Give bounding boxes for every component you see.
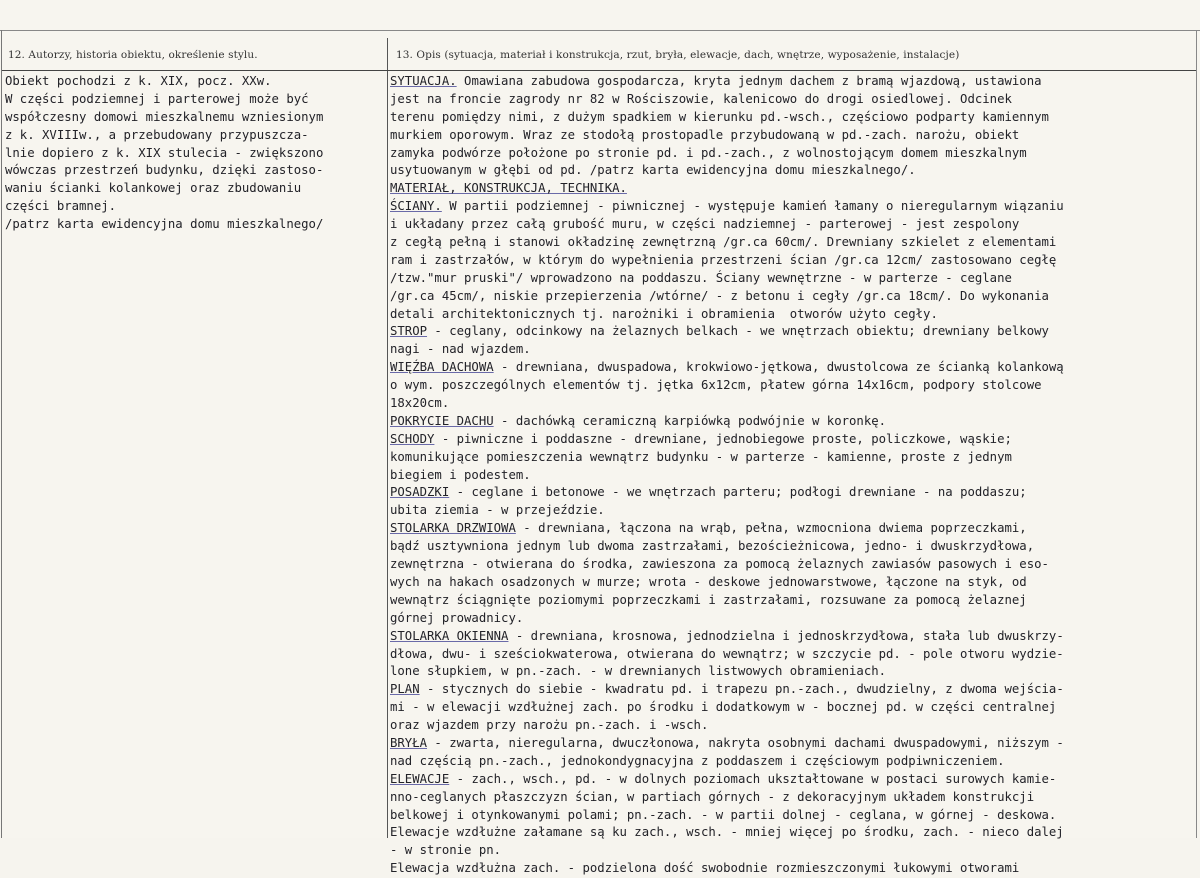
description-line-text: - drewniana, łączona na wrąb, pełna, wzmocniona dwiema poprzeczkami, — [515, 521, 1027, 536]
description-line-text: - w stronie pn. — [390, 843, 502, 858]
description-line-text: Omawiana zabudowa gospodarcza, kryta jednym dachem z bramą wjazdową, ustawiona — [456, 74, 1042, 88]
description-line-text: detali architektonicznych tj. narożniki i obramienia otworów użyto cegły. — [390, 306, 938, 321]
description-line — [390, 753, 1064, 771]
description-line-text: usytuowanym w głębi od pd. /patrz karta ewidencyjna domu mieszkalnego/. — [390, 163, 916, 178]
description-line — [390, 395, 1064, 413]
description-line-text: bądź usztywniona jednym lub dwoma zastrzałami, bezościeżnicowa, jedno- i dwuskrzydłowa, — [390, 539, 1035, 554]
history-line: lnie dopiero z k. XIX stulecia - zwiększono — [5, 145, 324, 160]
header-rule — [2, 70, 1196, 71]
card-top-border — [0, 30, 1200, 31]
description-line-text: nad częścią pn.-zach., jednokondygnacyjna z poddaszem i częściowym podpiwniczeniem. — [390, 753, 1005, 768]
description-line-text: murkiem oporowym. Wraz ze stodołą prostopadle przybudowaną w pd.-zach. narożu, obiekt — [390, 127, 1020, 142]
description-line — [390, 377, 1064, 395]
description-line — [390, 771, 1064, 789]
description-line-text: terenu pomiędzy nimi, z dużym spadkiem w kierunku pd.-wsch., częściowo podparty kamiennym — [390, 109, 1049, 124]
section-heading: STOLARKA DRZWIOWA — [390, 521, 516, 536]
description-line-text: biegiem i podestem. — [390, 467, 531, 482]
description-line-text: wych na hakach osadzonych w murze; wrota - deskowe jednowarstwowe, łączone na styk, od — [390, 574, 1027, 589]
history-line: Obiekt pochodzi z k. XIX, pocz. XXw. — [5, 74, 272, 88]
description-line-text: /tzw."mur pruski"/ wprowadzono na poddaszu. Ściany wewnętrzne - w parterze - ceglane — [390, 270, 1012, 285]
description-line — [390, 592, 1064, 610]
description-line-text: i układany przez całą grubość muru, w części nadziemnej - parterowej - jest zespolony — [390, 217, 1020, 232]
description-line — [390, 216, 1064, 234]
description-line-text: zamyka podwórze położone po stronie pd. i pd.-zach., z wolnostojącym domem mieszkalnym — [390, 145, 1027, 160]
description-line — [390, 431, 1064, 449]
description-line-text: belkowej i otynkowanymi polami; pn.-zach. - w partii dolnej - ceglana, w górnej - deskowa. — [390, 807, 1057, 822]
description-line-text: zewnętrzna - otwierana do środka, zawieszona za pomocą żelaznych zawiasów pasowych i eso- — [390, 557, 1049, 572]
description-line-text: - ceglany, odcinkowy na żelaznych belkach - we wnętrzach obiektu; drewniany belkowy — [427, 324, 1049, 339]
description-line-text: o wym. poszczególnych elementów tj. jętka 6x12cm, płatew górna 14x16cm, podpory stolcowe — [390, 378, 1042, 393]
field-12-label: 12. Autorzy, historia obiektu, określenie stylu. — [8, 49, 258, 61]
section-heading: PLAN — [390, 682, 420, 697]
description-line-text: dłowa, dwu- i sześciokwaterowa, otwierana do wewnątrz; w szczycie pd. - pole otworu wydzie- — [390, 646, 1064, 661]
description-line — [390, 663, 1064, 681]
description-line — [390, 127, 1064, 145]
description-line — [390, 610, 1064, 628]
section-heading: POKRYCIE DACHU — [390, 413, 494, 428]
section-heading: ELEWACJE — [390, 771, 450, 786]
description-line-text: - drewniana, dwuspadowa, krokwiowo-jętkowa, dwustolcowa ze ścianką kolankową — [493, 360, 1064, 375]
description-line-text: Elewacje wzdłużne załamane są ku zach., wsch. - mniej więcej po środku, zach. - nieco dalej — [390, 825, 1064, 840]
description-line — [390, 109, 1064, 127]
description-line — [390, 323, 1064, 341]
description-line-text: - drewniana, krosnowa, jednodzielna i jednoskrzydłowa, stała lub dwuskrzy- — [508, 628, 1064, 643]
description-line — [390, 860, 1064, 878]
history-text — [5, 73, 323, 234]
description-line-text: - stycznych do siebie - kwadratu pd. i trapezu pn.-zach., dwudzielny, z dwoma wejścia- — [419, 682, 1064, 697]
description-line-text: - zwarta, nieregularna, dwuczłonowa, nakryta osobnymi dachami dwuspadowymi, niższym - — [427, 735, 1064, 750]
description-line — [390, 484, 1064, 502]
description-line-text: mi - w elewacji wzdłużnej zach. po środku i dodatkowym w - bocznej pd. w części centralnej — [390, 700, 1057, 715]
description-line — [390, 556, 1064, 574]
description-line — [390, 162, 1064, 180]
description-line — [390, 735, 1064, 753]
description-line — [390, 520, 1064, 538]
description-line — [390, 574, 1064, 592]
description-line-text: - dachówką ceramiczną karpiówką podwójnie w koronkę. — [493, 413, 887, 428]
card-right-border — [1196, 30, 1197, 838]
description-line-text: oraz wjazdem przy narożu pn.-zach. i -wsch. — [390, 718, 709, 733]
section-heading: BRYŁA — [390, 735, 428, 750]
description-line-text: jest na froncie zagrody nr 82 w Rościszowie, kalenicowo do drogi osiedlowej. Odcinek — [390, 91, 1012, 106]
history-line: części bramnej. — [5, 199, 117, 214]
description-line-text: /gr.ca 45cm/, niskie przepierzenia /wtórne/ - z betonu i cegły /gr.ca 18cm/. Do wykonania — [390, 288, 1049, 303]
description-line — [390, 681, 1064, 699]
description-line-text: - zach., wsch., pd. - w dolnych poziomach ukształtowane w postaci surowych kamie- — [449, 771, 1057, 786]
description-line-text: górnej prowadnicy. — [390, 610, 524, 625]
description-line-text: nno-ceglanych płaszczyzn ścian, w partiach górnych - z dekoracyjnym układem konstrukcji — [390, 789, 1035, 804]
description-text — [390, 73, 1064, 878]
description-line — [390, 699, 1064, 717]
description-line — [390, 502, 1064, 520]
field-13-label: 13. Opis (sytuacja, materiał i konstrukcja, rzut, bryła, elewacje, dach, wnętrze, wyposażenie, instalacje) — [396, 49, 960, 61]
description-line — [390, 91, 1064, 109]
description-line-text: 18x20cm. — [390, 396, 450, 411]
description-line — [390, 717, 1064, 735]
description-line-text: z cegłą pełną i stanowi okładzinę zewnętrzną /gr.ca 60cm/. Drewniany szkielet z elementami — [390, 235, 1057, 250]
history-line: współczesny domowi mieszkalnemu wzniesionym — [5, 109, 324, 124]
description-line — [390, 198, 1064, 216]
description-line — [390, 646, 1064, 664]
description-line — [390, 234, 1064, 252]
description-line-text: - piwniczne i poddaszne - drewniane, jednobiegowe proste, policzkowe, wąskie; — [434, 431, 1012, 446]
description-line — [390, 341, 1064, 359]
section-heading: WIĘŹBA DACHOWA — [390, 360, 494, 375]
description-line — [390, 807, 1064, 825]
history-line: waniu ścianki kolankowej oraz zbudowaniu — [5, 181, 302, 196]
description-line — [390, 789, 1064, 807]
description-line — [390, 288, 1064, 306]
description-line — [390, 467, 1064, 485]
description-line — [390, 73, 1064, 91]
description-line-text: ubita ziemia - w przejeździe. — [390, 503, 605, 518]
description-line — [390, 180, 1064, 198]
section-heading: SYTUACJA. — [390, 74, 457, 88]
description-line-text: - ceglane i betonowe - we wnętrzach parteru; podłogi drewniane - na poddaszu; — [449, 485, 1027, 500]
description-line — [390, 252, 1064, 270]
history-line: z k. XVIIIw., a przebudowany przypuszcza- — [5, 127, 309, 142]
description-line-text: lone słupkiem, w pn.-zach. - w drewnianych listwowych obramieniach. — [390, 664, 887, 679]
card-left-border — [1, 30, 2, 838]
description-line — [390, 270, 1064, 288]
history-line: W części podziemnej i parterowej może być — [5, 91, 309, 106]
description-line-text: nagi - nad wjazdem. — [390, 342, 531, 357]
description-line-text: komunikujące pomieszczenia wewnątrz budynku - w parterze - kamienne, proste z jednym — [390, 449, 1012, 464]
description-line — [390, 413, 1064, 431]
description-line-text: W partii podziemnej - piwnicznej - występuje kamień łamany o nieregularnym wiązaniu — [441, 199, 1064, 214]
description-line — [390, 842, 1064, 860]
description-line-text: wewnątrz ściągnięte poziomymi poprzeczkami i zastrzałami, rozsuwane za pomocą żelaznej — [390, 592, 1027, 607]
column-divider — [387, 38, 388, 838]
section-heading: POSADZKI — [390, 485, 450, 500]
history-line: /patrz karta ewidencyjna domu mieszkalnego/ — [5, 217, 324, 232]
description-line — [390, 449, 1064, 467]
description-line — [390, 306, 1064, 324]
description-line — [390, 538, 1064, 556]
section-heading: ŚCIANY. — [390, 199, 442, 214]
section-heading: MATERIAŁ, KONSTRUKCJA, TECHNIKA. — [390, 181, 627, 196]
history-line: wówczas przestrzeń budynku, dzięki zastoso- — [5, 163, 324, 178]
description-line — [390, 359, 1064, 377]
description-line-text: Elewacja wzdłużna zach. - podzielona dość swobodnie rozmieszczonymi łukowymi otworami — [390, 861, 1020, 876]
description-line — [390, 628, 1064, 646]
section-heading: STOLARKA OKIENNA — [390, 628, 509, 643]
description-line — [390, 145, 1064, 163]
section-heading: STROP — [390, 324, 428, 339]
description-line — [390, 824, 1064, 842]
section-heading: SCHODY — [390, 431, 435, 446]
description-line-text: ram i zastrzałów, w którym do wypełnienia przestrzeni ścian /gr.ca 12cm/ zastosowano cegłę — [390, 252, 1057, 267]
